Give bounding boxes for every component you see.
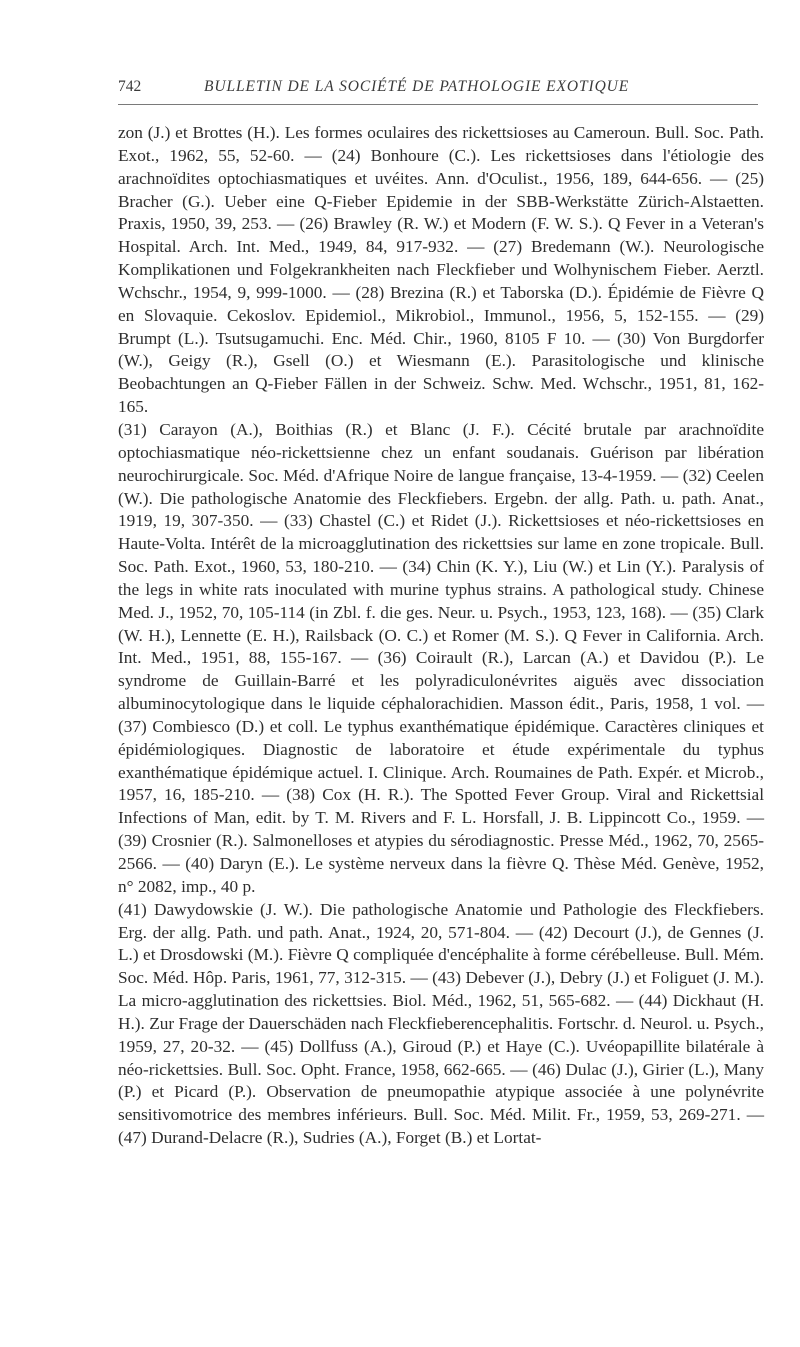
page-number: 742	[118, 78, 142, 95]
bibliography-body	[118, 122, 764, 1150]
reference-paragraph: zon (J.) et Brottes (H.). Les formes oculaires des rickettsioses au Cameroun. Bull. Soc. Path. Exot., 1962, 55, 52-60. — (24) Bonhoure (C.). Les rickettsioses dans l'étiologie des arachnoïdites optochiasmatiques et uvéites. Ann. d'Oculist., 1956, 189, 644-656. — (25) Bracher (G.). Ueber eine Q-Fieber Epidemie in der SBB-Werkstätte Zürich-Alstaetten. Praxis, 1950, 39, 253. — (26) Brawley (R. W.) et Modern (F. W. S.). Q Fever in a Veteran's Hospital. Arch. Int. Med., 1949, 84, 917-932. — (27) Bredemann (W.). Neurologische Komplikationen und Folgekrankheiten nach Fleckfieber und Wolhynischem Fieber. Aerztl. Wchschr., 1954, 9, 999-1000. — (28) Brezina (R.) et Taborska (D.). Épidémie de Fièvre Q en Slovaquie. Cekoslov. Epidemiol., Mikrobiol., Immunol., 1956, 5, 152-155. — (29) Brumpt (L.). Tsutsugamuchi. Enc. Méd. Chir., 1960, 8105 F 10. — (30) Von Burgdorfer (W.), Geigy (R.), Gsell (O.) et Wiesmann (E.). Parasitologische und klinische Beobachtungen an Q-Fieber Fällen in der Schweiz. Schw. Med. Wchschr., 1951, 81, 162-165.	[118, 123, 764, 417]
reference-paragraph: (31) Carayon (A.), Boithias (R.) et Blanc (J. F.). Cécité brutale par arachnoïdite optochiasmatique néo-rickettsienne chez un enfant soudanais. Guérison par libération neurochirurgicale. Soc. Méd. d'Afrique Noire de langue française, 13-4-1959. — (32) Ceelen (W.). Die pathologische Anatomie des Fleckfiebers. Ergebn. der allg. Path. u. path. Anat., 1919, 19, 307-350. — (33) Chastel (C.) et Ridet (J.). Rickettsioses et néo-rickettsioses en Haute-Volta. Intérêt de la microagglutination des rickettsies sur lame en zone tropicale. Bull. Soc. Path. Exot., 1960, 53, 180-210. — (34) Chin (K. Y.), Liu (W.) et Lin (Y.). Paralysis of the legs in white rats inoculated with murine typhus strains. A pathological study. Chinese Med. J., 1952, 70, 105-114 (in Zbl. f. die ges. Neur. u. Psych., 1953, 123, 168). — (35) Clark (W. H.), Lennette (E. H.), Railsback (O. C.) et Romer (M. S.). Q Fever in California. Arch. Int. Med., 1951, 88, 155-167. — (36) Coirault (R.), Larcan (A.) et Davidou (P.). Le syndrome de Guillain-Barré et les polyradiculonévrites aiguës avec dissociation albuminocytologique dans le liquide céphalorachidien. Masson édit., Paris, 1958, 1 vol. — (37) Combiesco (D.) et coll. Le typhus exanthématique épidémique. Caractères cliniques et épidémiologiques. Diagnostic de laboratoire et étude expérimentale du typhus exanthématique épidémique actuel. I. Clinique. Arch. Roumaines de Path. Expér. et Microb., 1957, 16, 185-210. — (38) Cox (H. R.). The Spotted Fever Group. Viral and Rickettsial Infections of Man, edit. by T. M. Rivers and F. L. Horsfall, J. B. Lippincott Co., 1959. — (39) Crosnier (R.). Salmonelloses et atypies du sérodiagnostic. Presse Méd., 1962, 70, 2565-2566. — (40) Daryn (E.). Le système nerveux dans la fièvre Q. Thèse Méd. Genève, 1952, n° 2082, imp., 40 p.	[118, 419, 764, 896]
running-header	[118, 78, 758, 102]
reference-paragraph: (41) Dawydowskie (J. W.). Die pathologische Anatomie und Pathologie des Fleckfiebers. Erg. der allg. Path. und path. Anat., 1924, 20, 571-804. — (42) Decourt (J.), de Gennes (J. L.) et Drosdowski (M.). Fièvre Q compliquée d'encéphalite à forme cérébelleuse. Bull. Mém. Soc. Méd. Hôp. Paris, 1961, 77, 312-315. — (43) Debever (J.), Debry (J.) et Foliguet (J. M.). La micro-agglutination des rickettsies. Biol. Méd., 1962, 51, 565-682. — (44) Dickhaut (H. H.). Zur Frage der Dauerschäden nach Fleckfieberencephalitis. Fortschr. d. Neurol. u. Psych., 1959, 27, 20-32. — (45) Dollfuss (A.), Giroud (P.) et Haye (C.). Uvéopapillite bilatérale à néo-rickettsies. Bull. Soc. Opht. France, 1958, 662-665. — (46) Dulac (J.), Girier (L.), Many (P.) et Picard (P.). Observation de pneumopathie atypique associée à une polynévrite sensitivomotrice des membres inférieurs. Bull. Soc. Méd. Milit. Fr., 1959, 53, 269-271. — (47) Durand-Delacre (R.), Sudries (A.), Forget (B.) et Lortat-	[118, 899, 764, 1148]
header-rule	[118, 104, 758, 105]
journal-title: BULLETIN DE LA SOCIÉTÉ DE PATHOLOGIE EXOTIQUE	[204, 78, 630, 95]
